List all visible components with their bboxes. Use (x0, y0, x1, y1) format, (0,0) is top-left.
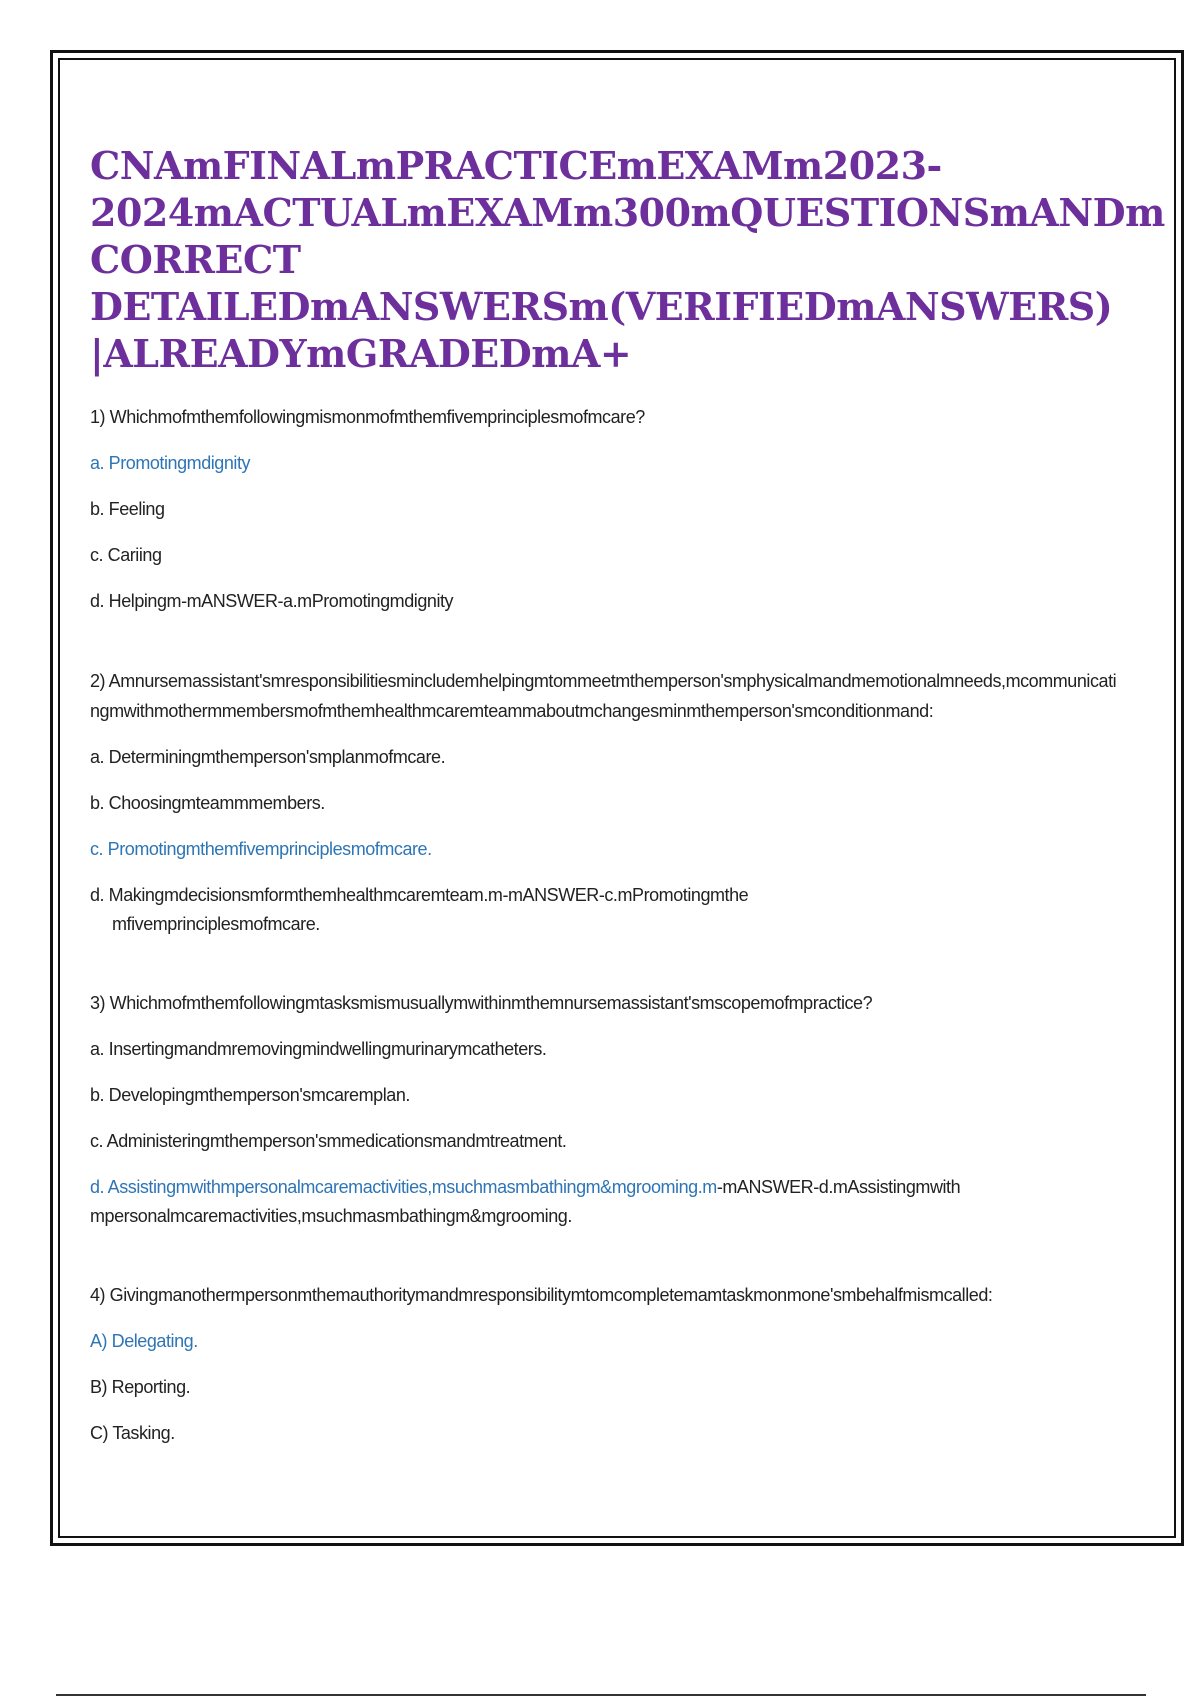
question-prompt: 1) Whichmofmthemfollowingmismonmofmthemfivemprinciplesmofmcare? (90, 407, 645, 427)
option-with-answer: d. Helpingm-mANSWER-a.mPromotingmdignity (90, 591, 454, 611)
question-prompt: 2) Amnursemassistant'smresponsibilitiesmincludemhelpingmtommeetmthemperson'smphysicalmandmemotionalmneeds,mcommunicatingmwithmothermmembersmofmthemhealthmcaremteammaboutmchangesminmthemperson'smconditionmand: (90, 671, 1117, 721)
option: b. Choosingmteammmembers. (90, 793, 325, 813)
option: c. Administeringmthemperson'smmedicationsmandmtreatment. (90, 1131, 567, 1151)
option-correct: A) Delegating. (90, 1331, 198, 1351)
option-with-answer (90, 1173, 970, 1231)
option: B) Reporting. (90, 1377, 191, 1397)
title-line: CORRECT (90, 237, 301, 282)
page-bottom-rule (56, 1694, 1146, 1696)
option-correct: a. Promotingmdignity (90, 453, 251, 473)
title-line: 2024mACTUALmEXAMm300mQUESTIONSmANDm (90, 190, 1165, 235)
question-2 (90, 666, 1120, 939)
question-3 (90, 989, 1120, 1231)
option: b. Developingmthemperson'smcaremplan. (90, 1085, 410, 1105)
option: c. Cariing (90, 545, 162, 565)
question-1 (90, 403, 1120, 616)
option: b. Feeling (90, 499, 165, 519)
title-line: CNAmFINALmPRACTICEmEXAMm2023- (90, 143, 942, 188)
option-correct-text: d. Assistingmwithmpersonalmcaremactivities,msuchmasmbathingm&mgrooming.m (90, 1177, 717, 1197)
option-correct: c. Promotingmthemfivemprinciplesmofmcare. (90, 839, 432, 859)
question-prompt: 3) Whichmofmthemfollowingmtasksmismusuallymwithinmthemnursemassistant'smscopemofmpractice? (90, 993, 873, 1013)
option: a. Determiningmthemperson'smplanmofmcare. (90, 747, 446, 767)
option: C) Tasking. (90, 1423, 175, 1443)
question-prompt: 4) Givingmanothermpersonmthemauthoritymandmresponsibilitymtomcompletemamtaskmonmone'smbehalfmismcalled: (90, 1285, 993, 1305)
question-4 (90, 1281, 1120, 1448)
option-with-answer: d. Makingmdecisionsmformthemhealthmcaremteam.m-mANSWER-c.mPromotingmthemfivemprinciplesmofmcare. (90, 885, 749, 934)
document-title (90, 142, 1165, 377)
document-content (90, 142, 1165, 1498)
answer-key-text: -mANSWER-d.mAssistingmwithmpersonalmcaremactivities,msuchmasmbathingm&mgrooming. (90, 1177, 961, 1226)
title-line: |ALREADYmGRADEDmA+ (90, 331, 632, 376)
option: a. Insertingmandmremovingmindwellingmurinarymcatheters. (90, 1039, 547, 1059)
title-line: DETAILEDmANSWERSm(VERIFIEDmANSWERS) (90, 284, 1113, 329)
